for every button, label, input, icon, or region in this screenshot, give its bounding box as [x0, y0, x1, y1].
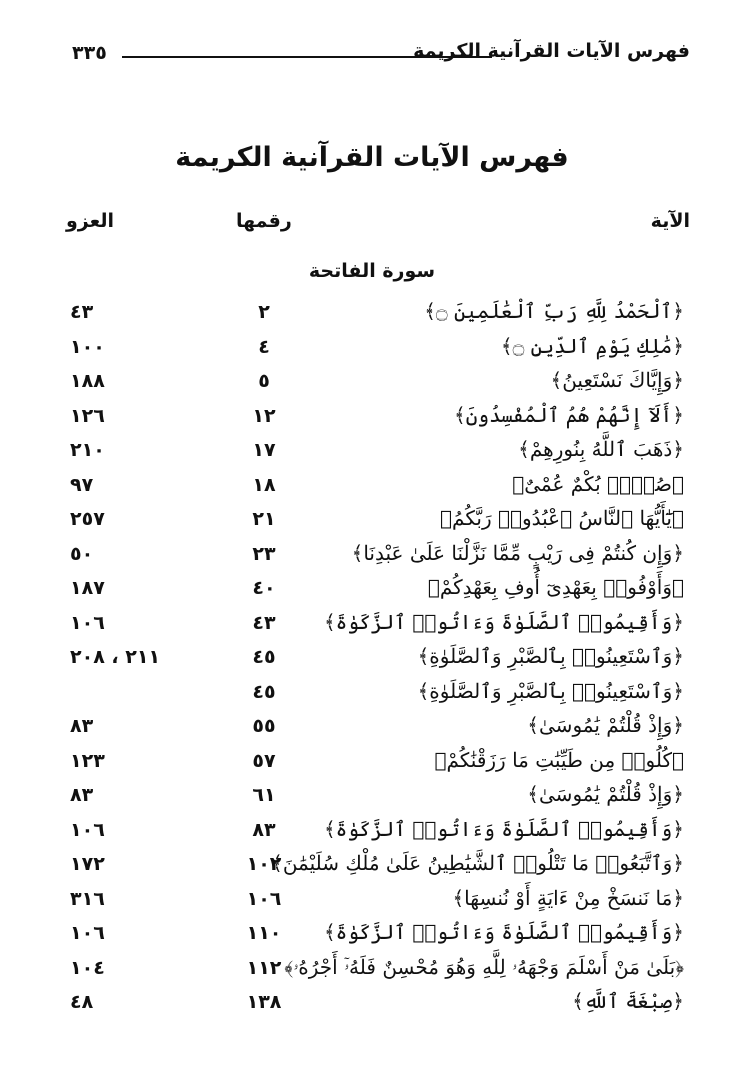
index-row — [0, 469, 744, 504]
index-row — [0, 400, 744, 435]
ayah-text: ﴿صُمٌّۢ بُكْمٌ عُمْىٌ﴾ — [512, 471, 684, 496]
ayah-text: ﴿كُلُوا۟ مِن طَيِّبَٰتِ مَا رَزَقْنَٰكُمْ﴾ — [434, 747, 684, 772]
juz-reference: ١٠٦ — [70, 611, 105, 634]
ayah-number: ٤٥ — [252, 680, 276, 703]
juz-reference: ١٢٣ — [70, 749, 105, 772]
running-title: فهرس الآيات القرآنية الكريمة — [413, 40, 690, 62]
ayah-number: ٢ — [258, 301, 270, 323]
index-row — [0, 814, 744, 849]
juz-reference: ٤٣ — [70, 301, 94, 323]
ayah-number: ٤٠ — [252, 577, 276, 599]
index-row — [0, 952, 744, 987]
ayah-number: ٢١ — [252, 508, 276, 530]
ayah-number: ٤٥ — [252, 646, 276, 668]
ayah-text: ﴿وَإِيَّاكَ نَسْتَعِينُ﴾ — [550, 368, 684, 392]
ayah-text: ﴿وَإِذْ قُلْتُمْ يَٰمُوسَىٰ﴾ — [527, 782, 684, 806]
juz-reference: ١٧٢ — [70, 853, 105, 875]
juz-reference: ٩٧ — [70, 473, 94, 496]
index-row — [0, 745, 744, 780]
ayah-text: ﴿بَلَىٰ مَنْ أَسْلَمَ وَجْهَهُۥ لِلَّهِ وَهُوَ مُحْسِنٌ فَلَهُۥٓ أَجْرُهُۥ﴾ — [284, 954, 684, 979]
index-row — [0, 710, 744, 745]
ayah-number: ١٧ — [252, 439, 276, 461]
index-row — [0, 917, 744, 952]
ayah-text: ﴿أَلَآ إِنَّهُمْ هُمُ ٱلْمُفْسِدُونَ﴾ — [453, 402, 684, 427]
juz-reference: ٥٠ — [70, 542, 94, 565]
juz-reference: ٨٣ — [70, 784, 94, 806]
ayah-number: ٦١ — [252, 784, 276, 806]
juz-reference: ١٠٠ — [70, 335, 105, 358]
index-list — [0, 296, 744, 1021]
ayah-text: ﴿وَأَوْفُوا۟ بِعَهْدِىٓ أُوفِ بِعَهْدِكُمْ﴾ — [427, 575, 684, 599]
juz-reference: ٢١٠ — [70, 439, 105, 461]
ayah-number: ٤ — [258, 335, 270, 358]
index-row — [0, 503, 744, 538]
ayah-number: ١١٢ — [246, 956, 282, 979]
index-row — [0, 676, 744, 711]
column-header-juz: العزو — [66, 210, 115, 232]
juz-reference: ١٨٨ — [70, 370, 105, 392]
index-row — [0, 365, 744, 400]
juz-reference: ٢٥٧ — [70, 508, 105, 530]
index-row — [0, 331, 744, 366]
index-row — [0, 434, 744, 469]
ayah-text: ﴿وَٱتَّبَعُوا۟ مَا تَتْلُوا۟ ٱلشَّيَٰطِينُ عَلَىٰ مُلْكِ سُلَيْمَٰنَ﴾ — [271, 851, 684, 875]
ayah-number: ٥٥ — [252, 715, 276, 737]
index-row — [0, 883, 744, 918]
juz-reference: ٨٣ — [70, 715, 94, 737]
index-row — [0, 296, 744, 331]
ayah-number: ٤٣ — [252, 611, 276, 634]
index-row — [0, 848, 744, 883]
ayah-number: ٥٧ — [252, 749, 276, 772]
ayah-text: ﴿ٱلْحَمْدُ لِلَّهِ رَبِّ ٱلْعَٰلَمِينَ ۝﴾ — [424, 299, 684, 323]
ayah-text: ﴿مَٰلِكِ يَوْمِ ٱلدِّينِ ۝﴾ — [500, 333, 684, 358]
ayah-text: ﴿وَإِن كُنتُمْ فِى رَيْبٍ مِّمَّا نَزَّلْنَا عَلَىٰ عَبْدِنَا﴾ — [351, 540, 684, 565]
index-row — [0, 986, 744, 1021]
ayah-text: ﴿وَأَقِيمُوا۟ ٱلصَّلَوٰةَ وَءَاتُوا۟ ٱلزَّكَوٰةَ﴾ — [323, 609, 684, 634]
ayah-number: ٨٣ — [252, 818, 276, 841]
ayah-text: ﴿وَأَقِيمُوا۟ ٱلصَّلَوٰةَ وَءَاتُوا۟ ٱلزَّكَوٰةَ﴾ — [323, 816, 684, 841]
page-title: فهرس الآيات القرآنية الكريمة — [175, 142, 569, 173]
column-header-number: رقمها — [236, 210, 292, 232]
ayah-number: ٢٣ — [252, 542, 276, 565]
ayah-text: ﴿صِبْغَةَ ٱللَّهِ﴾ — [572, 989, 684, 1013]
juz-reference: ١٨٧ — [70, 577, 105, 599]
juz-reference: ١٢٦ — [70, 404, 105, 427]
ayah-number: ١٠٢ — [246, 853, 282, 875]
ayah-number: ١٣٨ — [246, 991, 282, 1013]
index-row — [0, 538, 744, 573]
index-row — [0, 641, 744, 676]
index-row — [0, 572, 744, 607]
running-header — [72, 38, 690, 68]
ayah-text: ﴿وَأَقِيمُوا۟ ٱلصَّلَوٰةَ وَءَاتُوا۟ ٱلزَّكَوٰةَ﴾ — [323, 920, 684, 944]
juz-reference: ٢١١ ، ٢٠٨ — [70, 646, 161, 668]
column-header-ayah: الآية — [650, 210, 690, 232]
index-row — [0, 607, 744, 642]
juz-reference: ١٠٦ — [70, 922, 105, 944]
ayah-number: ١٠٦ — [246, 887, 282, 910]
index-row — [0, 779, 744, 814]
ayah-number: ٥ — [258, 370, 270, 392]
juz-reference: ١٠٦ — [70, 818, 105, 841]
ayah-text: ﴿وَإِذْ قُلْتُمْ يَٰمُوسَىٰ﴾ — [527, 713, 684, 737]
ayah-text: ﴿ذَهَبَ ٱللَّهُ بِنُورِهِمْ﴾ — [518, 437, 684, 461]
ayah-number: ١١٠ — [246, 922, 282, 944]
ayah-text: ﴿يَٰٓأَيُّهَا ٱلنَّاسُ ٱعْبُدُوا۟ رَبَّكُمُ﴾ — [440, 506, 684, 530]
juz-reference: ٤٨ — [70, 991, 94, 1013]
juz-reference: ١٠٤ — [70, 956, 105, 979]
ayah-text: ﴿مَا نَنسَخْ مِنْ ءَايَةٍ أَوْ نُنسِهَا﴾ — [452, 885, 684, 910]
ayah-number: ١٨ — [252, 473, 276, 496]
ayah-text: ﴿وَٱسْتَعِينُوا۟ بِٱلصَّبْرِ وَٱلصَّلَوٰةِ﴾ — [417, 644, 684, 668]
ayah-text: ﴿وَٱسْتَعِينُوا۟ بِٱلصَّبْرِ وَٱلصَّلَوٰةِ﴾ — [417, 678, 684, 703]
surah-heading: سورة الفاتحة — [308, 260, 436, 282]
juz-reference: ٣١٦ — [70, 887, 105, 910]
ayah-number: ١٢ — [252, 404, 276, 427]
page-number: ٣٣٥ — [72, 42, 107, 64]
